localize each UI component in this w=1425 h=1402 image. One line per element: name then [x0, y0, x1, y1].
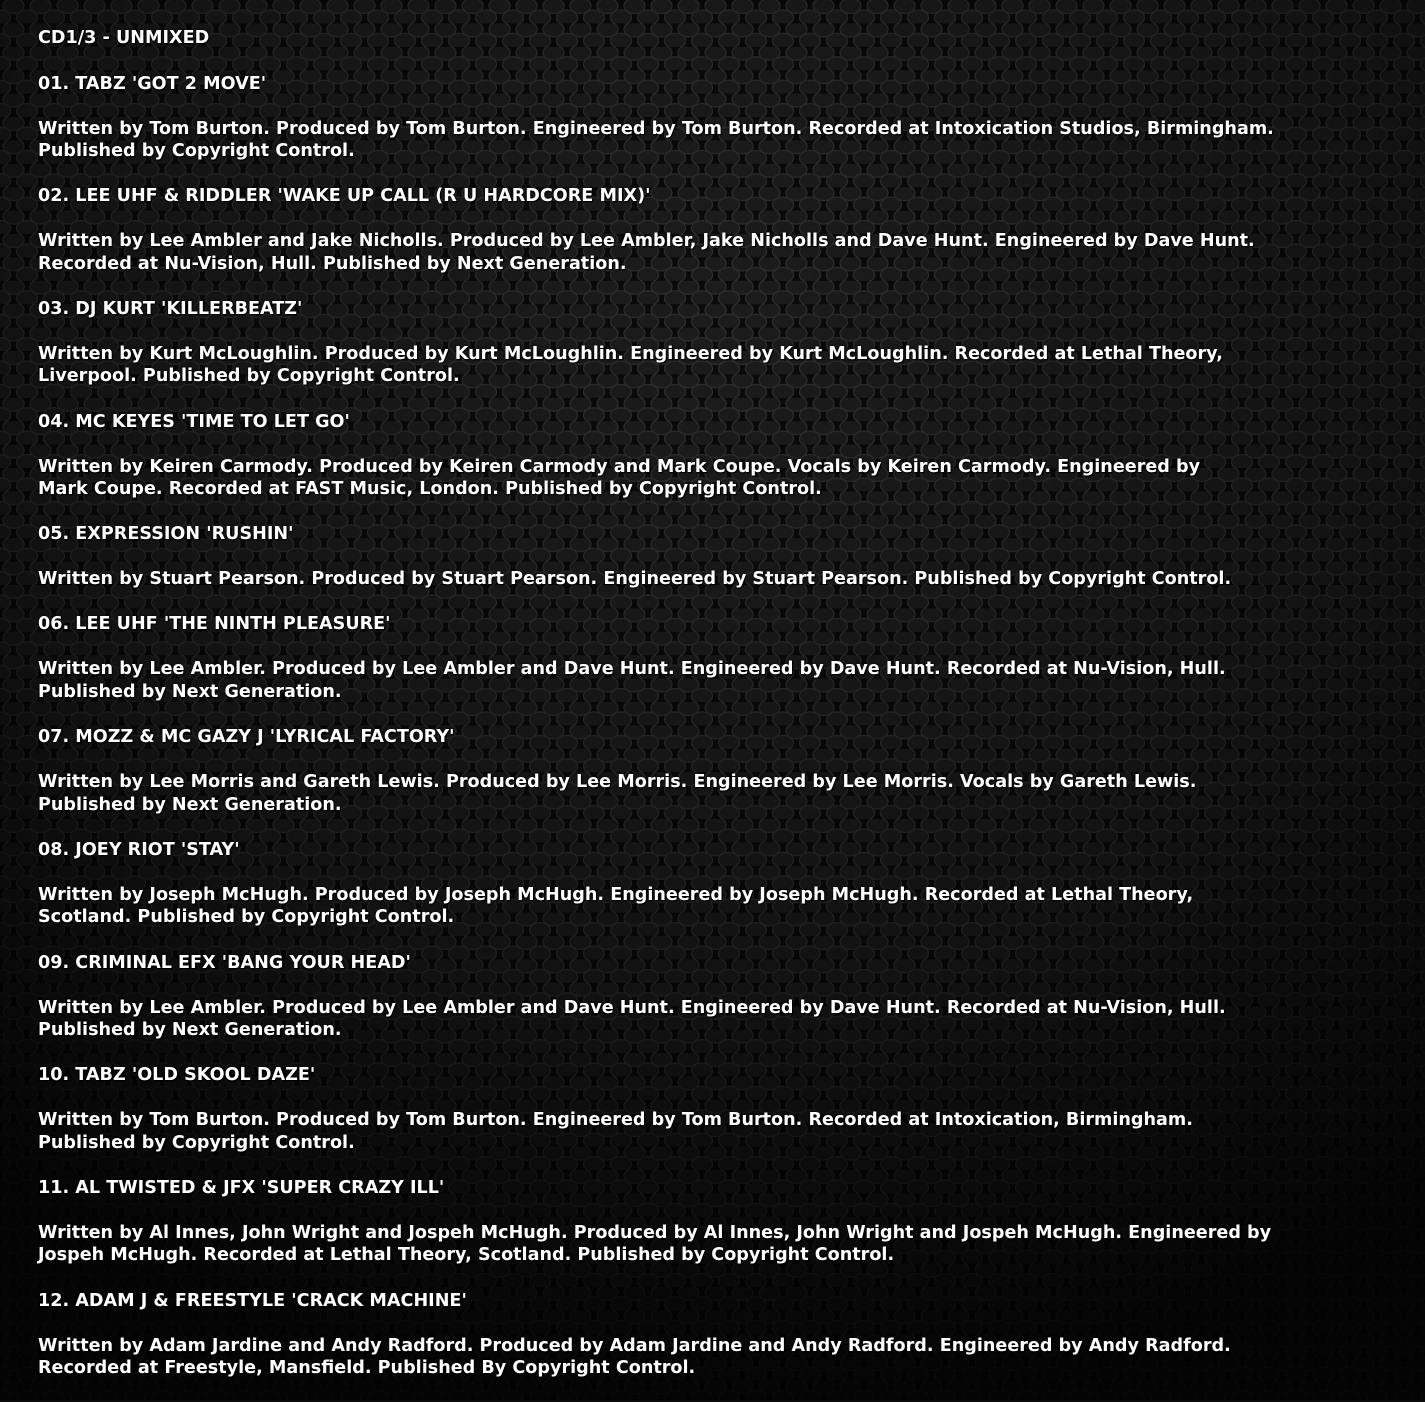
track-entry — [38, 726, 1398, 816]
track-credits-line: Published by Copyright Control. — [38, 141, 355, 161]
track-credits — [38, 1335, 1398, 1380]
track-credits-line: Written by Kurt McLoughlin. Produced by Kurt McLoughlin. Engineered by Kurt McLoughlin. Recorded at Lethal Theory, — [38, 343, 1223, 364]
track-title: 03. DJ KURT 'KILLERBEATZ' — [38, 298, 303, 319]
track-entry — [38, 839, 1398, 929]
track-credits-line: Written by Lee Morris and Gareth Lewis. Produced by Lee Morris. Engineered by Lee Morris. Vocals by Gareth Lewis. — [38, 772, 1197, 793]
track-credits-line: Published by Next Generation. — [38, 681, 342, 702]
track-title: 06. LEE UHF 'THE NINTH PLEASURE' — [38, 614, 391, 635]
track-title: 05. EXPRESSION 'RUSHIN' — [38, 524, 294, 545]
track-credits-line: Jospeh McHugh. Recorded at Lethal Theory, Scotland. Published by Copyright Control. — [38, 1245, 895, 1266]
track-title: 07. MOZZ & MC GAZY J 'LYRICAL FACTORY' — [38, 727, 455, 748]
track-credits — [38, 456, 1398, 501]
track-title: 04. MC KEYES 'TIME TO LET GO' — [38, 411, 350, 432]
track-credits-line: Written by Joseph McHugh. Produced by Joseph McHugh. Engineered by Joseph McHugh. Recorded at Lethal Theory, — [38, 884, 1194, 905]
track-credits-line: Written by Lee Ambler. Produced by Lee Ambler and Dave Hunt. Engineered by Dave Hunt. Recorded at Nu-Vision, Hull. — [38, 659, 1226, 680]
track-credits-line: Published by Next Generation. — [38, 1020, 342, 1040]
track-entry — [38, 1177, 1398, 1267]
track-credits-line: Recorded at Freestyle, Mansfield. Published By Copyright Control. — [38, 1358, 696, 1379]
track-credits-line: Written by Tom Burton. Produced by Tom Burton. Engineered by Tom Burton. Recorded at Intoxication, Birmingham. — [38, 1110, 1193, 1131]
track-credits — [38, 997, 1398, 1042]
track-entry — [38, 1290, 1398, 1380]
track-entry — [38, 298, 1398, 388]
track-credits-line: Published by Next Generation. — [38, 794, 342, 815]
track-credits-line: Published by Copyright Control. — [38, 1132, 355, 1153]
track-entry — [38, 952, 1398, 1042]
track-credits-line: Recorded at Nu-Vision, Hull. Published by Next Generation. — [38, 253, 627, 274]
track-title: 02. LEE UHF & RIDDLER 'WAKE UP CALL (R U HARDCORE MIX)' — [38, 186, 651, 207]
track-entry — [38, 523, 1398, 591]
tracklist — [38, 27, 1398, 1402]
track-entry — [38, 411, 1398, 501]
track-credits-line: Mark Coupe. Recorded at FAST Music, London. Published by Copyright Control. — [38, 479, 822, 500]
track-credits — [38, 658, 1398, 703]
track-credits — [38, 1109, 1398, 1154]
track-credits — [38, 771, 1398, 816]
track-title: 08. JOEY RIOT 'STAY' — [38, 839, 240, 860]
track-title: 09. CRIMINAL EFX 'BANG YOUR HEAD' — [38, 952, 411, 973]
track-credits — [38, 884, 1398, 929]
track-title: 01. TABZ 'GOT 2 MOVE' — [38, 73, 267, 94]
track-title: 12. ADAM J & FREESTYLE 'CRACK MACHINE' — [38, 1290, 467, 1311]
track-credits — [38, 568, 1398, 591]
track-credits-line: Scotland. Published by Copyright Control. — [38, 907, 455, 928]
disc-title: CD1/3 - UNMIXED — [38, 28, 210, 48]
track-credits-line: Written by Lee Ambler. Produced by Lee Ambler and Dave Hunt. Engineered by Dave Hunt. Recorded at Nu-Vision, Hull. — [38, 997, 1226, 1018]
track-credits-line: Written by Al Innes, John Wright and Jospeh McHugh. Produced by Al Innes, John Wright and Jospeh McHugh. Engineered by — [38, 1222, 1272, 1243]
track-credits — [38, 118, 1398, 163]
track-entry — [38, 1064, 1398, 1154]
track-credits — [38, 230, 1398, 275]
track-credits-line: Written by Adam Jardine and Andy Radford. Produced by Adam Jardine and Andy Radford. Engineered by Andy Radford. — [38, 1335, 1231, 1356]
track-entry — [38, 185, 1398, 275]
track-entry — [38, 613, 1398, 703]
track-entry — [38, 73, 1398, 163]
track-credits-line: Liverpool. Published by Copyright Control. — [38, 366, 460, 387]
track-title: 11. AL TWISTED & JFX 'SUPER CRAZY ILL' — [38, 1177, 445, 1198]
track-credits — [38, 343, 1398, 388]
track-credits-line: Written by Tom Burton. Produced by Tom Burton. Engineered by Tom Burton. Recorded at Intoxication Studios, Birmingham. — [38, 118, 1274, 139]
track-credits-line: Written by Lee Ambler and Jake Nicholls. Produced by Lee Ambler, Jake Nicholls and Dave Hunt. Engineered by Dave Hunt. — [38, 231, 1255, 252]
track-credits — [38, 1222, 1398, 1267]
track-list — [38, 73, 1398, 1380]
track-title: 10. TABZ 'OLD SKOOL DAZE' — [38, 1065, 316, 1086]
track-credits-line: Written by Stuart Pearson. Produced by Stuart Pearson. Engineered by Stuart Pearson. Published by Copyright Control. — [38, 569, 1232, 590]
track-credits-line: Written by Keiren Carmody. Produced by Keiren Carmody and Mark Coupe. Vocals by Keiren Carmody. Engineered by — [38, 456, 1201, 477]
